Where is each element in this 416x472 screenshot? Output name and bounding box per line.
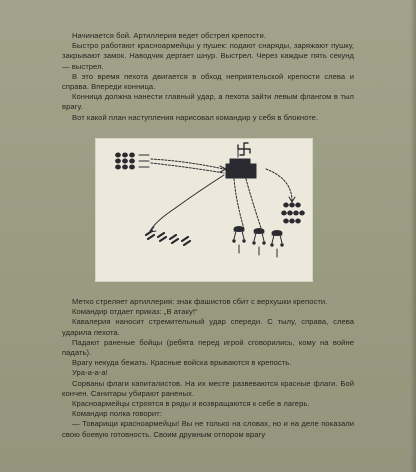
- paragraph: В это время пехота двигается в обход неприятельской крепости слева и справа. Впереди конница.: [62, 71, 354, 92]
- infantry-left: [146, 231, 190, 245]
- paragraph: Кавалерия наносит стремительный удар спереди. С тылу, справа, слева ударила пехота.: [62, 317, 354, 337]
- paragraph: Ура-а-а-а!: [72, 368, 108, 378]
- paragraph: Врагу некуда бежать. Красные войска врываются в крепость.: [72, 358, 292, 368]
- paragraph: Метко стреляет артиллерия: знак фашистов сбит с верхушки крепости.: [72, 297, 328, 306]
- paragraph: Красноармейцы строятся в ряды и возвращаются к себе в лагерь.: [72, 399, 310, 409]
- paragraph: Конница должна нанести главный удар, а пехота зайти левым флангом в тыл врагу.: [62, 92, 354, 112]
- artillery-group: [116, 153, 149, 169]
- fortress: [226, 149, 256, 178]
- battle-plan-sketch: [96, 139, 312, 281]
- battle-plan-drawing: [96, 139, 312, 281]
- top-text-block: [62, 31, 354, 123]
- paragraph: Командир полка говорит:: [72, 409, 162, 419]
- infantry-right: [282, 203, 305, 223]
- paragraph: Быстро работают красноармейцы у пушек: подают снаряды, заряжают пушку, закрывают замок. Наводчик дергает шнур. Выстрел. Через каждые пять секунд — выстрел.: [62, 41, 354, 71]
- cavalry: [233, 227, 283, 247]
- page-edge-shadow: [410, 0, 416, 472]
- fascist-sign: [238, 143, 250, 155]
- paragraph: Падают раненые бойцы (ребята перед игрой сговорились, кому на войне падать).: [62, 337, 354, 358]
- paragraph: — Товарищи красноармейцы! Вы не только на словах, но и на деле показали свою боевую готовность. Своим дружным отпором врагу: [62, 419, 354, 439]
- paragraph: Начинается бой. Артиллерия ведет обстрел крепости.: [72, 31, 266, 40]
- paragraph: Командир отдает приказ: „В атаку!“: [72, 307, 198, 317]
- paragraph: Сорваны флаги капиталистов. На их месте развеваются красные флаги. Бой кончен. Санитары убирают раненых.: [62, 378, 354, 398]
- bottom-text-block: [62, 297, 354, 440]
- paragraph: Вот какой план наступления нарисовал командир у себя в блокноте.: [72, 112, 319, 122]
